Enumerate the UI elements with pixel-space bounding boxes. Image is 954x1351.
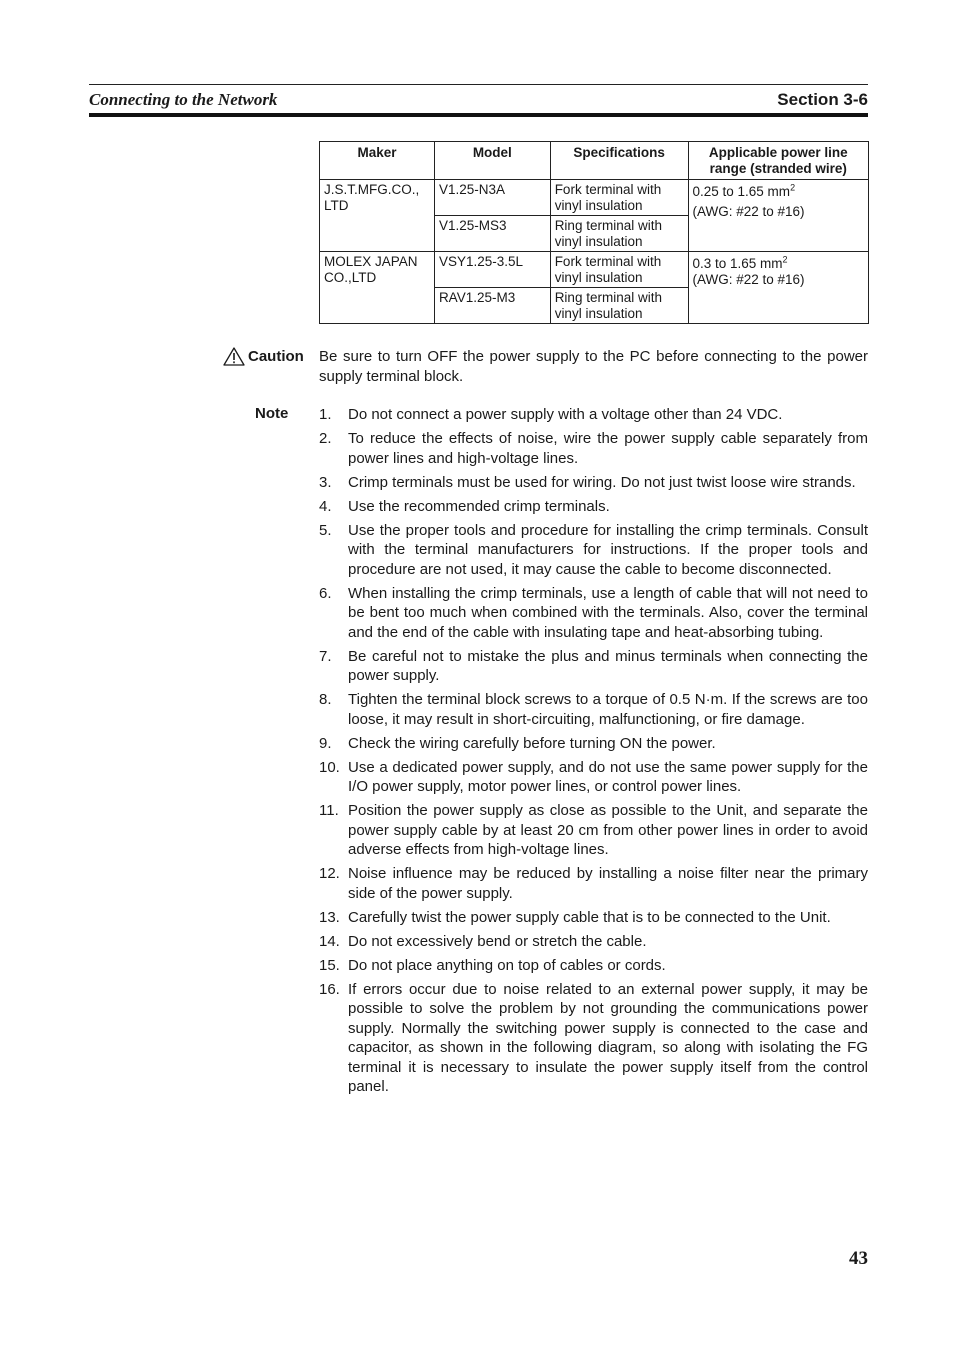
item-text: Noise influence may be reduced by installing a noise filter near the primary side of the power supply.: [348, 865, 868, 902]
model-cell: RAV1.25-M3: [434, 288, 550, 324]
list-item: [319, 405, 868, 425]
maker-cell: J.S.T.MFG.CO., LTD: [320, 180, 435, 252]
range-awg: (AWG: #22 to #16): [692, 204, 805, 219]
item-number: 15.: [319, 956, 340, 974]
column-header-model: Model: [434, 142, 550, 180]
item-number: 14.: [319, 932, 340, 950]
item-number: 6.: [319, 584, 332, 602]
item-text: When installing the crimp terminals, use a length of cable that will not need to be bent too much when combined with the terminals. Also, cover the terminal and the end of the cable with insulating tape and heat-absorbing tubing.: [348, 584, 868, 641]
note-label: Note: [255, 405, 289, 422]
item-text: Tighten the terminal block screws to a torque of 0.5 N·m. If the screws are too loose, it may result in short-circuiting, malfunctioning, or fire damage.: [348, 691, 868, 728]
model-cell: V1.25-MS3: [434, 216, 550, 252]
column-header-power-line-range: Applicable power line range (stranded wire): [688, 142, 869, 180]
list-item: [319, 801, 868, 860]
item-text: Be careful not to mistake the plus and minus terminals when connecting the power supply.: [348, 647, 868, 684]
model-cell: VSY1.25-3.5L: [434, 252, 550, 288]
warning-triangle-icon: [223, 347, 245, 366]
item-text: Use the recommended crimp terminals.: [348, 497, 610, 515]
list-item: [319, 734, 868, 754]
model-cell: V1.25-N3A: [434, 180, 550, 216]
item-number: 3.: [319, 473, 332, 491]
list-item: [319, 429, 868, 468]
item-text: Use a dedicated power supply, and do not use the same power supply for the I/O power supply, motor power lines, or control power lines.: [348, 758, 868, 795]
range-awg: (AWG: #22 to #16): [692, 272, 805, 287]
item-number: 8.: [319, 691, 332, 708]
item-text: To reduce the effects of noise, wire the power supply cable separately from power lines and high-voltage lines.: [348, 430, 868, 467]
list-item: [319, 497, 868, 517]
list-item: [319, 584, 868, 643]
header-rule-top: [89, 84, 868, 85]
range-cell: [688, 252, 869, 324]
list-item: [319, 758, 868, 797]
running-header-title: Connecting to the Network: [89, 90, 278, 109]
note-list: [319, 405, 868, 1101]
item-number: 9.: [319, 734, 332, 752]
item-number: 4.: [319, 497, 332, 515]
range-superscript: 2: [790, 182, 796, 193]
range-value: 0.3 to 1.65 mm: [692, 256, 783, 271]
list-item: [319, 690, 868, 729]
spec-cell: Fork terminal with vinyl insulation: [550, 180, 688, 216]
list-item: [319, 932, 868, 952]
item-number: 2.: [319, 430, 332, 447]
caution-text: Be sure to turn OFF the power supply to the PC before connecting to the power supply terminal block.: [319, 348, 868, 385]
item-number: 11.: [319, 802, 339, 819]
caution-label: [223, 347, 304, 366]
range-cell: [688, 180, 869, 252]
spec-cell: Ring terminal with vinyl insulation: [550, 288, 688, 324]
item-number: 10.: [319, 758, 340, 776]
table-row: [320, 180, 869, 216]
item-text: Do not excessively bend or stretch the cable.: [348, 932, 647, 950]
item-number: 13.: [319, 908, 340, 926]
column-header-maker: Maker: [320, 142, 435, 180]
header-rule-bottom: [89, 113, 868, 117]
list-item: [319, 864, 868, 903]
list-item: [319, 980, 868, 1097]
item-text: Position the power supply as close as possible to the Unit, and separate the power supply cable by at least 20 cm from other power lines in order to avoid adverse effects from high-voltage lines.: [348, 802, 868, 858]
item-text: Do not connect a power supply with a voltage other than 24 VDC.: [348, 406, 783, 423]
list-item: [319, 647, 868, 686]
table-header-row: [320, 142, 869, 180]
item-number: 16.: [319, 980, 340, 998]
item-text: Crimp terminals must be used for wiring. Do not just twist loose wire strands.: [348, 473, 856, 491]
table-row: [320, 252, 869, 288]
caution-label-text: Caution: [248, 348, 304, 365]
item-text: Use the proper tools and procedure for installing the crimp terminals. Consult with the terminal manufacturers for instructions. If the proper tools and procedure are not used, it may cause the cable to become disconnected.: [348, 521, 868, 578]
spec-cell: Fork terminal with vinyl insulation: [550, 252, 688, 288]
section-number: Section 3-6: [777, 90, 868, 109]
item-number: 5.: [319, 521, 332, 539]
item-text: If errors occur due to noise related to an external power supply, it may be possible to solve the problem by not grounding the communications power supply. Normally the switching power supply is connected to the case and capacitor, as shown in the following diagram, so along with isolating the FG terminal it is necessary to insulate the power supply itself from the control panel.: [348, 980, 868, 1095]
spec-cell: Ring terminal with vinyl insulation: [550, 216, 688, 252]
item-number: 1.: [319, 406, 332, 423]
item-text: Check the wiring carefully before turning ON the power.: [348, 734, 716, 752]
item-number: 12.: [319, 865, 340, 882]
item-text: Carefully twist the power supply cable that is to be connected to the Unit.: [348, 908, 831, 926]
crimp-terminal-table: [319, 141, 869, 324]
list-item: [319, 908, 868, 928]
list-item: [319, 473, 868, 493]
maker-cell: MOLEX JAPAN CO.,LTD: [320, 252, 435, 324]
item-number: 7.: [319, 647, 332, 665]
range-value: 0.25 to 1.65 mm: [692, 184, 791, 199]
item-text: Do not place anything on top of cables or cords.: [348, 956, 666, 974]
range-superscript: 2: [782, 254, 788, 265]
column-header-specifications: Specifications: [550, 142, 688, 180]
page-number: 43: [849, 1248, 868, 1269]
list-item: [319, 956, 868, 976]
list-item: [319, 521, 868, 580]
